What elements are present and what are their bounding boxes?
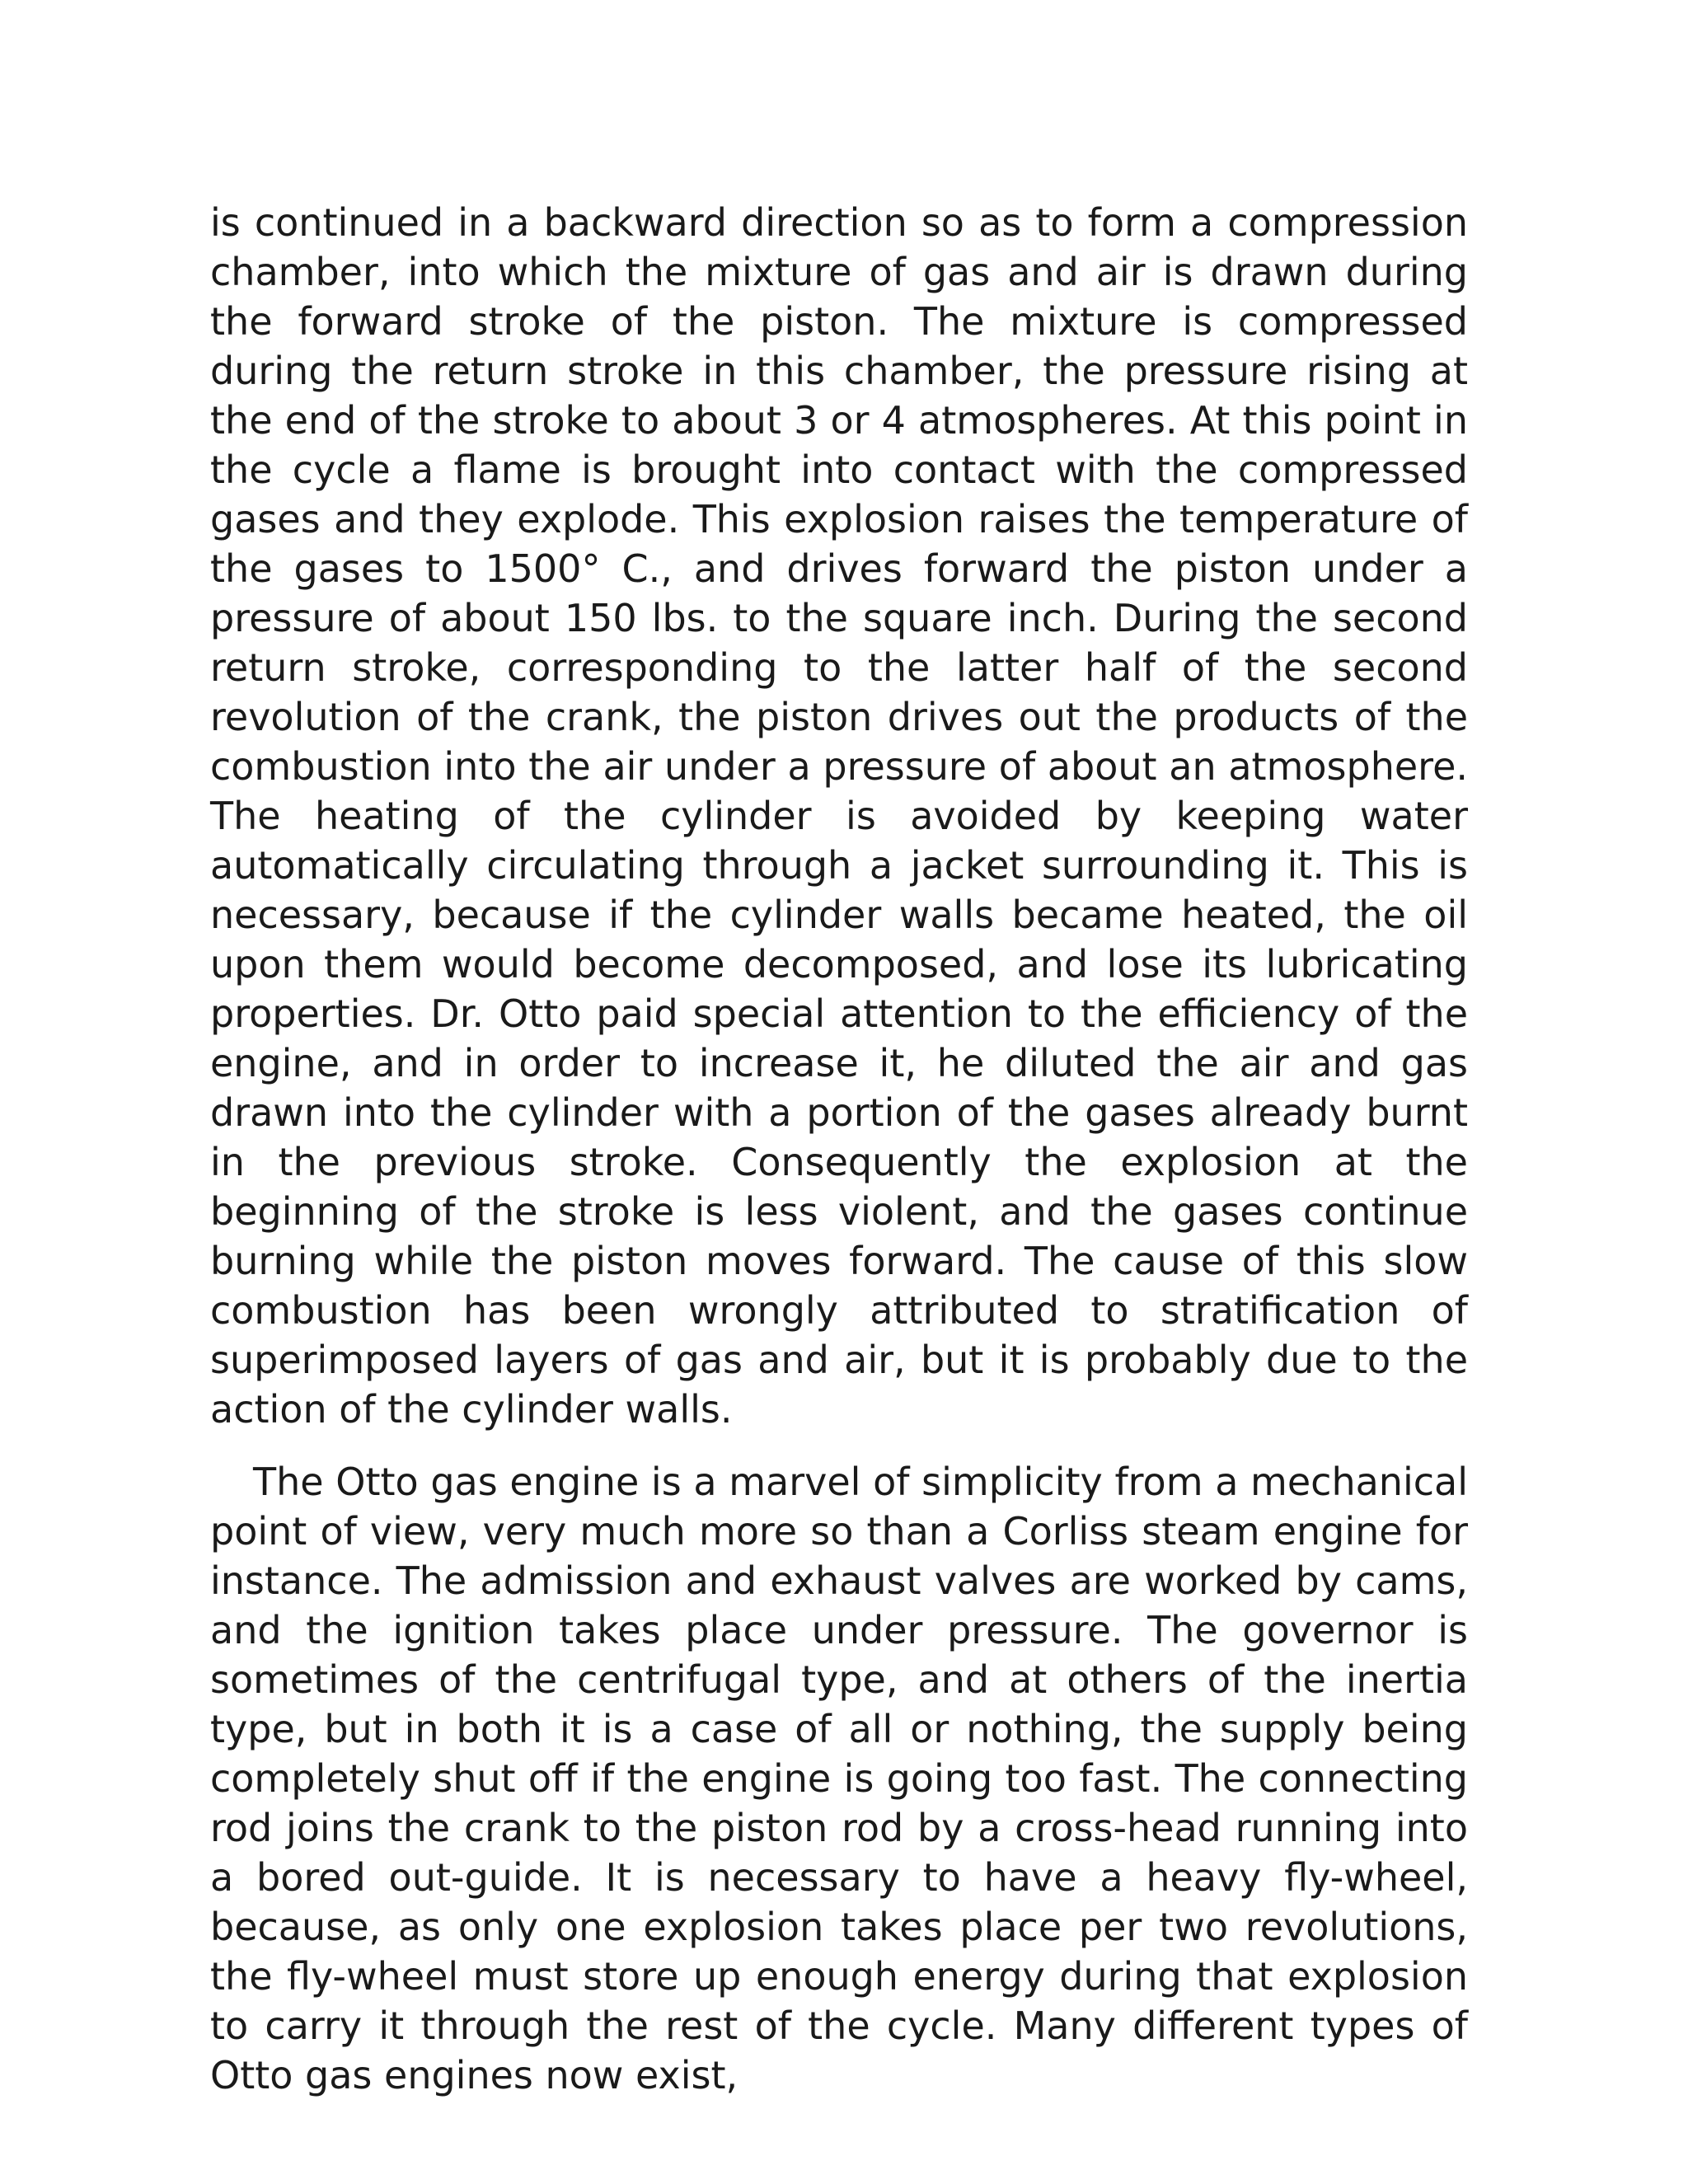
body-paragraph-2: The Otto gas engine is a marvel of simplicity from a mechanical point of view, very much more so than a Corliss steam engine for instance. The admission and exhaust valves are worked by cams, and the ignition takes place under pressure. The governor is sometimes of the centrifugal type, and at others of the inertia type, but in both it is a case of all or nothing, the supply being completely shut off if the engine is going too fast. The connecting rod joins the crank to the piston rod by a cross-head running into a bored out-guide. It is necessary to have a heavy fly-wheel, because, as only one explosion takes place per two revolutions, the fly-wheel must store up enough energy during that explosion to carry it through the rest of the cycle. Many different types of Otto gas engines now exist,	[210, 1460, 1468, 2097]
document-page	[210, 198, 1468, 2100]
body-paragraph-1: is continued in a backward direction so as to form a compression chamber, into which the mixture of gas and air is drawn during the forward stroke of the piston. The mixture is compressed during the return stroke in this chamber, the pressure rising at the end of the stroke to about 3 or 4 atmospheres. At this point in the cycle a flame is brought into contact with the compressed gases and they explode. This explosion raises the temperature of the gases to 1500° C., and drives forward the piston under a pressure of about 150 lbs. to the square inch. During the second return stroke, corresponding to the latter half of the second revolution of the crank, the piston drives out the products of the combustion into the air under a pressure of about an atmosphere. The heating of the cylinder is avoided by keeping water automatically circulating through a jacket surrounding it. This is necessary, because if the cylinder walls became heated, the oil upon them would become decomposed, and lose its lubricating properties. Dr. Otto paid special attention to the efficiency of the engine, and in order to increase it, he diluted the air and gas drawn into the cylinder with a portion of the gases already burnt in the previous stroke. Consequently the explosion at the beginning of the stroke is less violent, and the gases continue burning while the piston moves forward. The cause of this slow combustion has been wrongly attributed to stratification of superimposed layers of gas and air, but it is probably due to the action of the cylinder walls.	[210, 200, 1468, 1432]
